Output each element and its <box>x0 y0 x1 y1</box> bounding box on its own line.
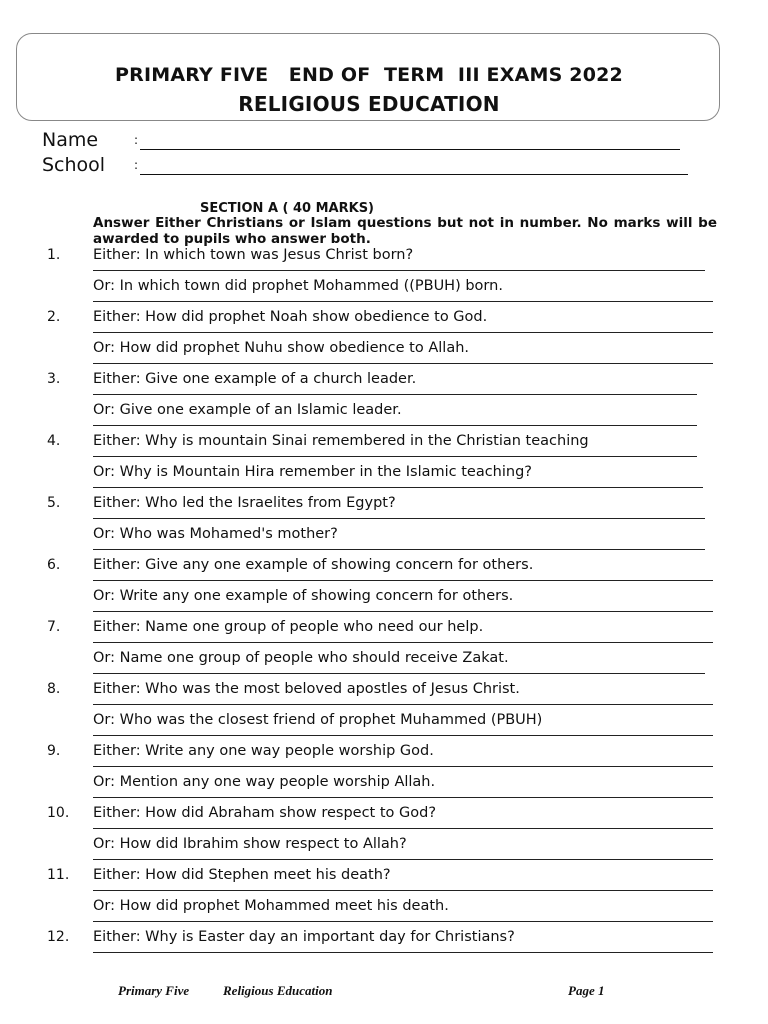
question-or-text: Or: Name one group of people who should receive Zakat. <box>93 650 509 666</box>
question-number: 3. <box>47 371 61 387</box>
answer-line[interactable] <box>93 363 713 364</box>
answer-line[interactable] <box>93 859 713 860</box>
section-instructions: Answer Either Christians or Islam questions but not in number. No marks will be awarded to pupils who answer both. <box>93 215 717 247</box>
answer-line[interactable] <box>93 270 705 271</box>
question-number: 6. <box>47 557 61 573</box>
question-item <box>0 743 768 805</box>
answer-line[interactable] <box>93 518 705 519</box>
question-or-text: Or: How did prophet Mohammed meet his death. <box>93 898 449 914</box>
question-either-text: Either: Give any one example of showing concern for others. <box>93 557 534 573</box>
question-number: 5. <box>47 495 61 511</box>
question-or-text: Or: How did prophet Nuhu show obedience to Allah. <box>93 340 470 356</box>
question-item <box>0 805 768 867</box>
answer-line[interactable] <box>93 735 713 736</box>
school-input-line[interactable] <box>140 174 688 175</box>
question-either-text: Either: Why is Easter day an important day for Christians? <box>93 929 515 945</box>
question-number: 11. <box>47 867 70 883</box>
question-item <box>0 495 768 557</box>
question-number: 8. <box>47 681 61 697</box>
question-item <box>0 309 768 371</box>
question-either-text: Either: Name one group of people who need our help. <box>93 619 484 635</box>
exam-title: PRIMARY FIVE END OF TERM III EXAMS 2022 <box>115 64 623 86</box>
answer-line[interactable] <box>93 952 713 953</box>
question-either-text: Either: How did Abraham show respect to God? <box>93 805 437 821</box>
question-number: 12. <box>47 929 70 945</box>
answer-line[interactable] <box>93 890 713 891</box>
question-either-text: Either: Who led the Israelites from Egypt? <box>93 495 396 511</box>
answer-line[interactable] <box>93 766 713 767</box>
header-box <box>16 33 720 121</box>
answer-line[interactable] <box>93 580 713 581</box>
question-item <box>0 433 768 495</box>
question-either-text: Either: Who was the most beloved apostles of Jesus Christ. <box>93 681 520 697</box>
question-item <box>0 867 768 929</box>
question-item <box>0 929 768 991</box>
question-or-text: Or: Give one example of an Islamic leader. <box>93 402 402 418</box>
question-item <box>0 557 768 619</box>
question-either-text: Either: Write any one way people worship God. <box>93 743 434 759</box>
question-number: 7. <box>47 619 61 635</box>
answer-line[interactable] <box>93 673 705 674</box>
question-number: 10. <box>47 805 70 821</box>
question-or-text: Or: Write any one example of showing concern for others. <box>93 588 514 604</box>
section-title: SECTION A ( 40 MARKS) <box>200 201 375 216</box>
answer-line[interactable] <box>93 301 713 302</box>
answer-line[interactable] <box>93 704 713 705</box>
answer-line[interactable] <box>93 425 697 426</box>
answer-line[interactable] <box>93 797 713 798</box>
footer-class: Primary Five <box>118 983 190 998</box>
question-item <box>0 371 768 433</box>
question-or-text: Or: In which town did prophet Mohammed ((PBUH) born. <box>93 278 503 294</box>
question-either-text: Either: Give one example of a church leader. <box>93 371 417 387</box>
question-either-text: Either: How did Stephen meet his death? <box>93 867 391 883</box>
question-or-text: Or: Who was the closest friend of prophet Muhammed (PBUH) <box>93 712 543 728</box>
answer-line[interactable] <box>93 332 713 333</box>
answer-line[interactable] <box>93 828 713 829</box>
footer-subject: Religious Education <box>223 983 333 998</box>
question-number: 4. <box>47 433 61 449</box>
question-or-text: Or: Mention any one way people worship Allah. <box>93 774 436 790</box>
answer-line[interactable] <box>93 921 713 922</box>
answer-line[interactable] <box>93 549 705 550</box>
question-either-text: Either: Why is mountain Sinai remembered in the Christian teaching <box>93 433 589 449</box>
question-item <box>0 247 768 309</box>
subject-title: RELIGIOUS EDUCATION <box>238 92 500 116</box>
name-input-line[interactable] <box>140 149 680 150</box>
question-number: 2. <box>47 309 61 325</box>
question-number: 1. <box>47 247 61 263</box>
name-colon: : <box>134 133 139 147</box>
question-or-text: Or: Why is Mountain Hira remember in the Islamic teaching? <box>93 464 532 480</box>
school-label: School <box>42 154 106 176</box>
answer-line[interactable] <box>93 394 697 395</box>
question-either-text: Either: How did prophet Noah show obedience to God. <box>93 309 488 325</box>
footer-page-number: Page 1 <box>568 983 605 998</box>
name-label: Name <box>42 129 99 151</box>
answer-line[interactable] <box>93 487 703 488</box>
question-or-text: Or: How did Ibrahim show respect to Allah? <box>93 836 407 852</box>
answer-line[interactable] <box>93 456 697 457</box>
answer-line[interactable] <box>93 611 713 612</box>
question-either-text: Either: In which town was Jesus Christ born? <box>93 247 414 263</box>
question-or-text: Or: Who was Mohamed's mother? <box>93 526 338 542</box>
question-number: 9. <box>47 743 61 759</box>
answer-line[interactable] <box>93 642 713 643</box>
school-colon: : <box>134 158 139 172</box>
question-item <box>0 681 768 743</box>
question-item <box>0 619 768 681</box>
